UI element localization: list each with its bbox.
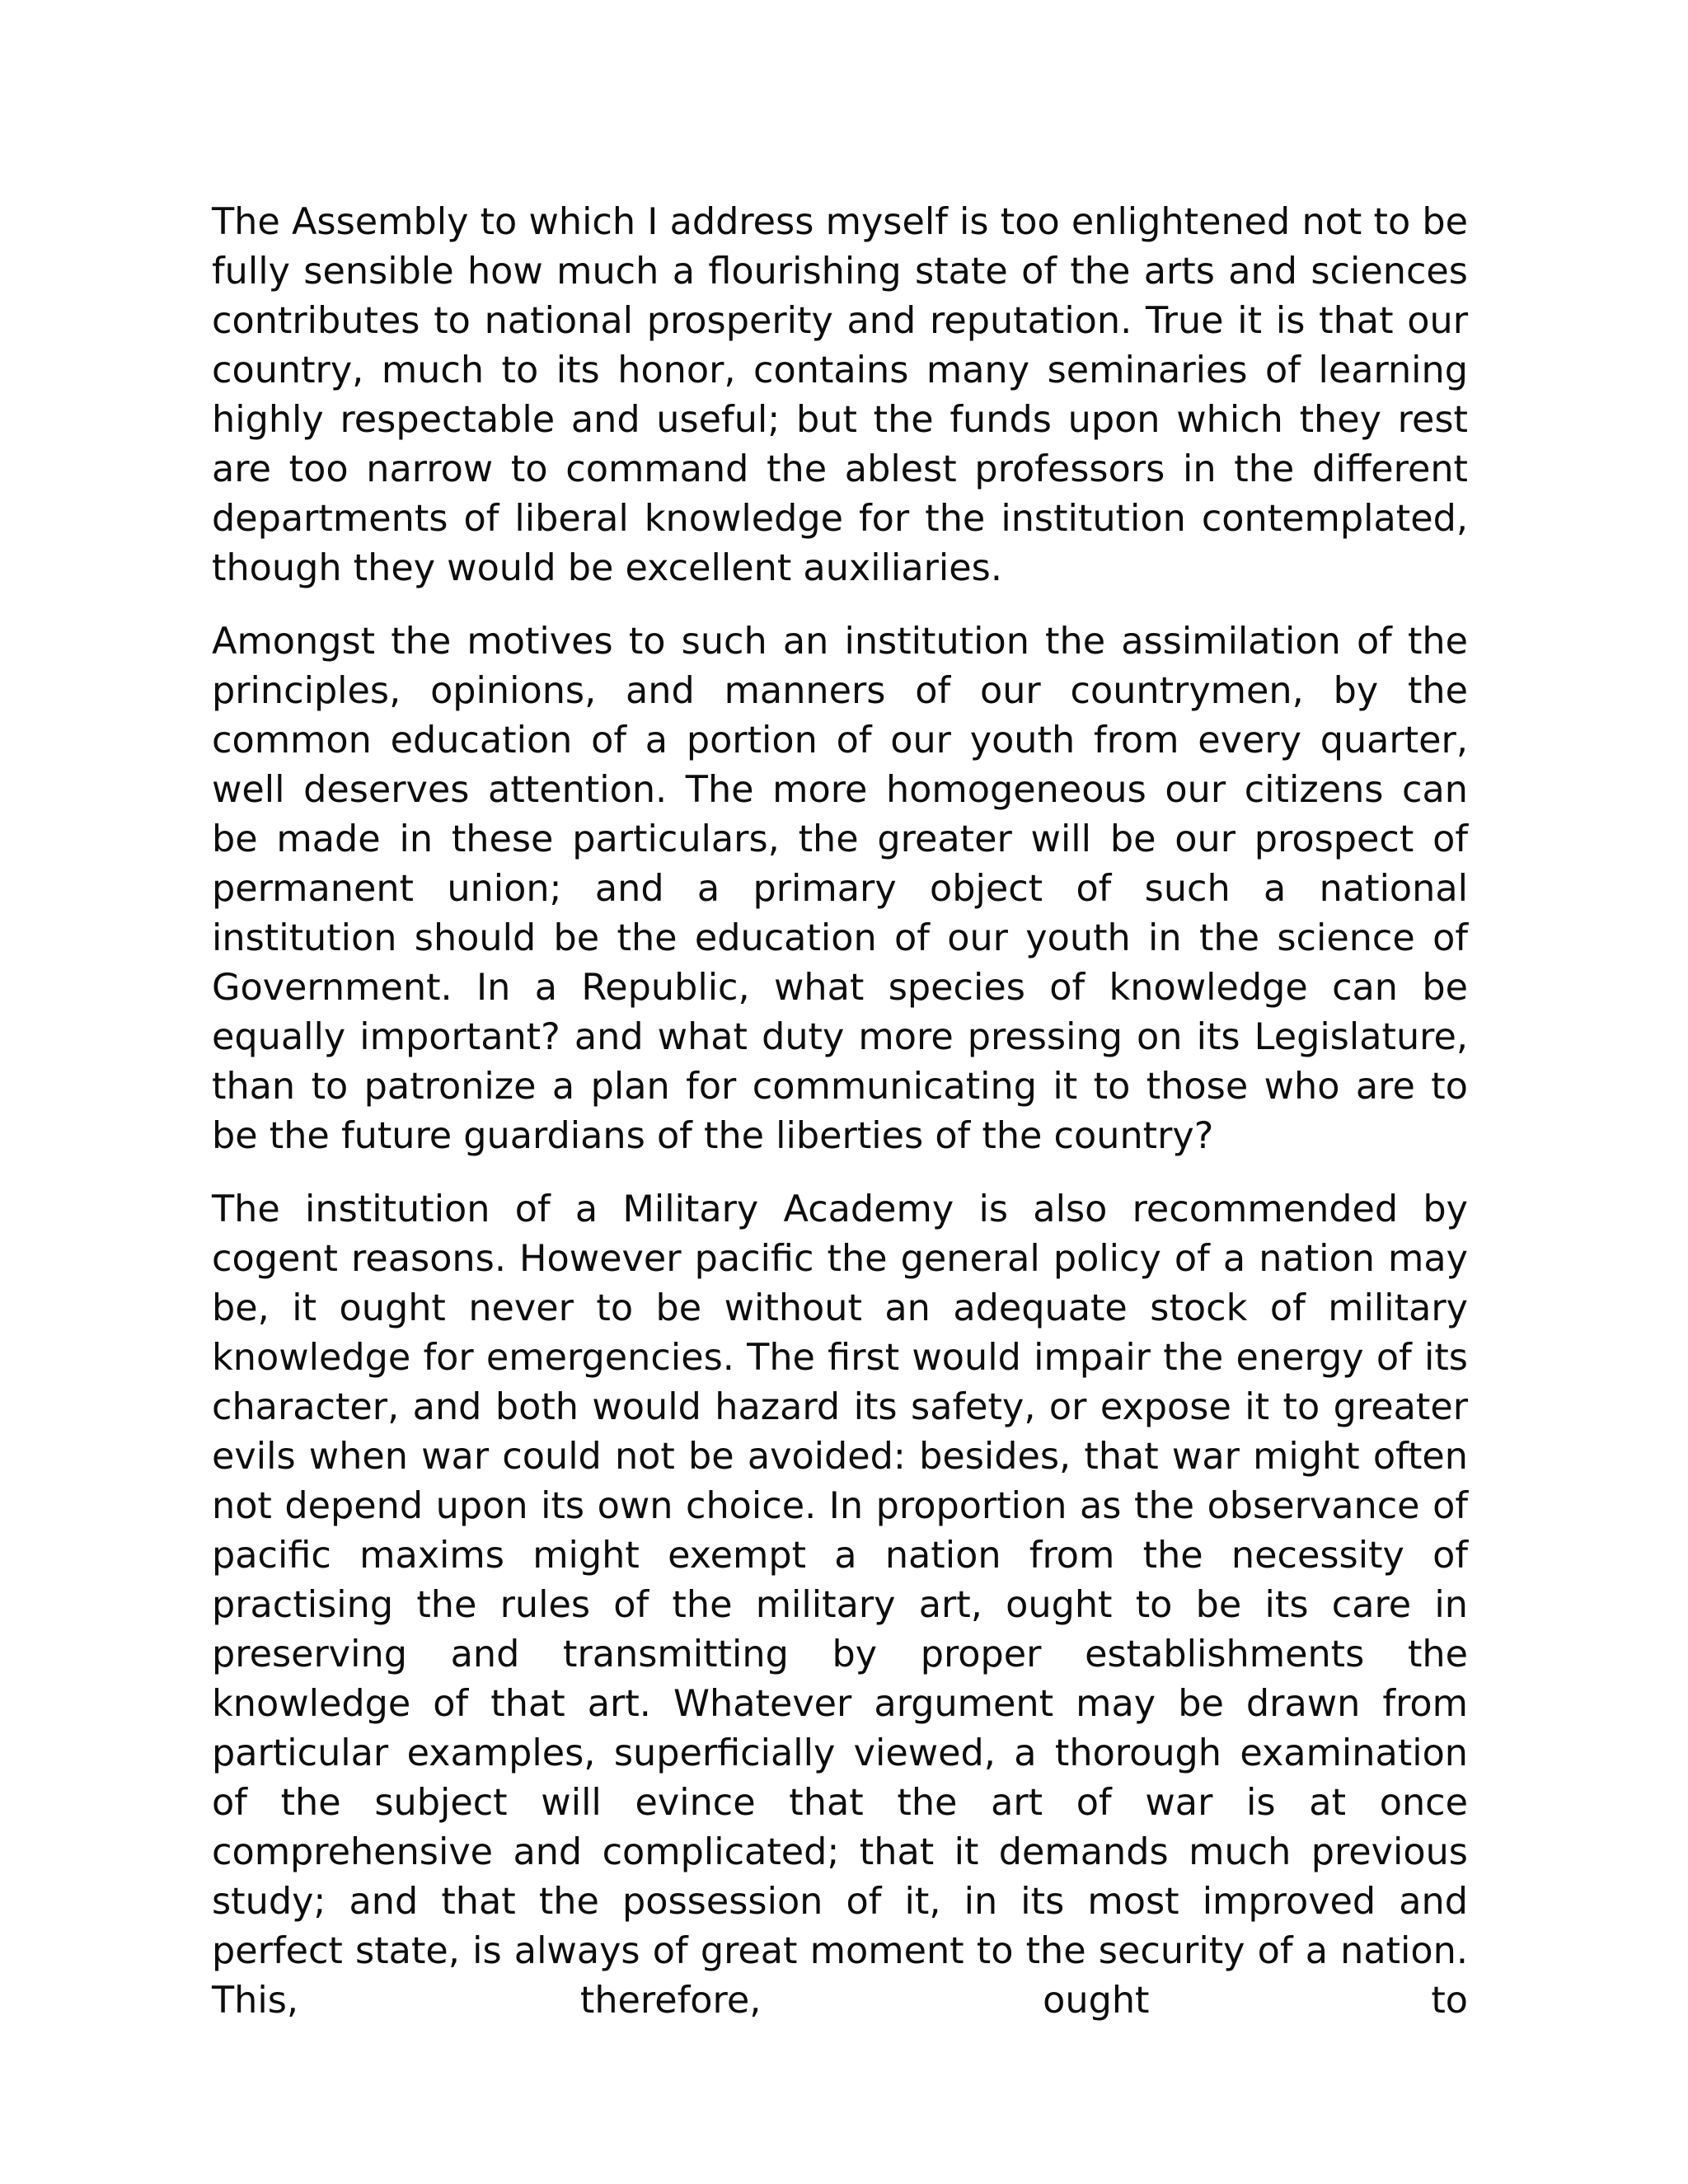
body-text [212, 198, 1468, 2050]
paragraph-national-institution: Amongst the motives to such an institution the assimilation of the principles, opinions, and manners of our countrymen, by the common education of a portion of our youth from every quarter, well deserves attention. The more homogeneous our citizens can be made in these particulars, the greater will be our prospect of permanent union; and a primary object of such a national institution should be the education of our youth in the science of Government. In a Republic, what species of knowledge can be equally important? and what duty more pressing on its Legislature, than to patronize a plan for communicating it to those who are to be the future guardians of the liberties of the country? [212, 621, 1468, 1157]
paragraph-military-academy: The institution of a Military Academy is also recommended by cogent reasons. However pacific the general policy of a nation may be, it ought never to be without an adequate stock of military knowledge for emergencies. The first would impair the energy of its character, and both would hazard its safety, or expose it to greater evils when war could not be avoided: besides, that war might often not depend upon its own choice. In proportion as the observance of pacific maxims might exempt a nation from the necessity of practising the rules of the military art, ought to be its care in preserving and transmitting by proper establishments the knowledge of that art. Whatever argument may be drawn from particular examples, superficially viewed, a thorough examination of the subject will evince that the art of war is at once comprehensive and complicated; that it demands much previous study; and that the possession of it, in its most improved and perfect state, is always of great moment to the security of a nation. This, therefore, ought to [212, 1188, 1468, 2022]
paragraph-arts-and-sciences: The Assembly to which I address myself is too enlightened not to be fully sensible how much a flourishing state of the arts and sciences contributes to national prosperity and reputation. True it is that our country, much to its honor, contains many seminaries of learning highly respectable and useful; but the funds upon which they rest are too narrow to command the ablest professors in the different departments of liberal knowledge for the institution contemplated, though they would be excellent auxiliaries. [212, 201, 1468, 589]
